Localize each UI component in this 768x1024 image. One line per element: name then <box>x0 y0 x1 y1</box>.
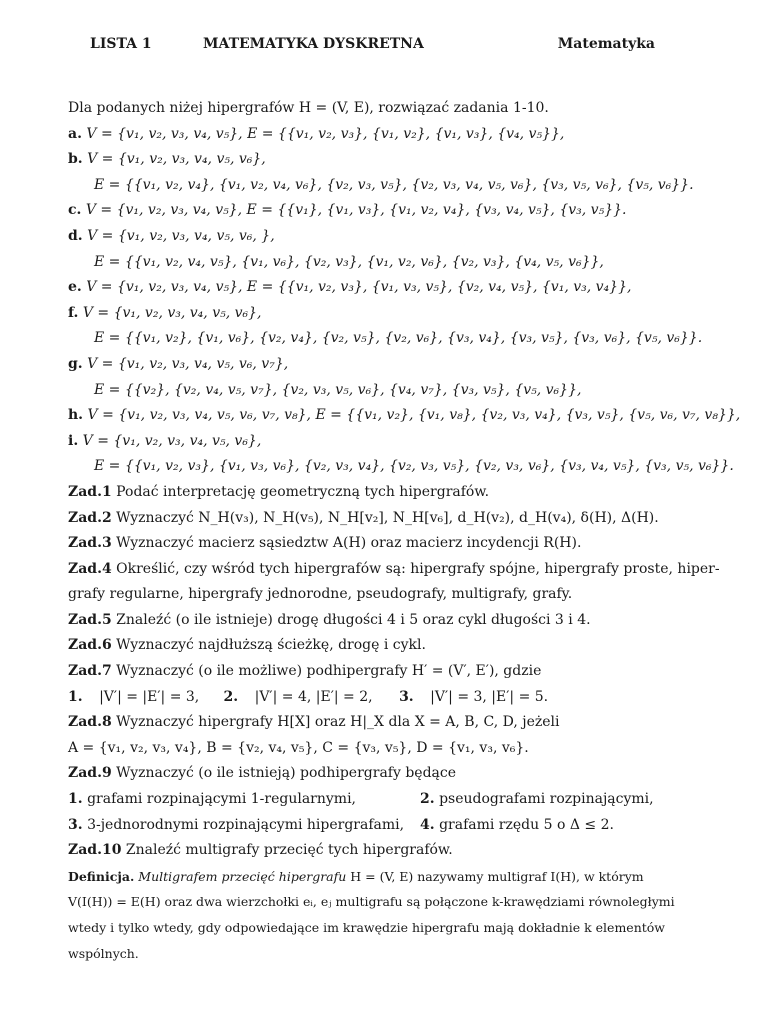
task-9-options-row-2 <box>68 813 668 839</box>
task-text: Podać interpretację geometryczną tych hipergrafów. <box>116 483 490 500</box>
case-label: h. <box>68 407 84 424</box>
case-label: a. <box>68 125 82 142</box>
task-2 <box>68 506 668 532</box>
task-label: Zad.9 <box>68 765 112 782</box>
option-number: 1. <box>68 791 83 808</box>
option-number: 4. <box>420 816 435 833</box>
content <box>68 96 741 966</box>
definition-line-4: wspólnych. <box>68 945 139 961</box>
task-text: Wyznaczyć (o ile możliwe) podhipergrafy H′ = (V′, E′), gdzie <box>116 663 542 680</box>
hypergraph-case <box>68 147 668 173</box>
definition-line-2: V(I(H)) = E(H) oraz dwa wierzchołki eᵢ, eⱼ multigrafu są połączone k-krawędziami równoległymi <box>68 894 675 910</box>
hypergraph-case-continued <box>68 173 694 199</box>
task-8-sets: A = {v₁, v₂, v₃, v₄}, B = {v₂, v₄, v₅}, C = {v₃, v₅}, D = {v₁, v₃, v₆}. <box>68 739 529 756</box>
case-label: d. <box>68 227 83 244</box>
option-number: 2. <box>420 791 435 808</box>
hypergraph-case <box>68 198 668 224</box>
header-subject: Matematyka <box>557 36 655 52</box>
task-10 <box>68 838 668 864</box>
task-9 <box>68 761 668 787</box>
option-number: 3. <box>399 688 414 705</box>
task-7 <box>68 659 668 685</box>
option-text: |V′| = |E′| = 3, <box>99 688 200 705</box>
option-text: pseudografami rozpinającymi, <box>439 791 654 808</box>
intro-text: Dla podanych niżej hipergrafów H = (V, E), rozwiązać zadania 1-10. <box>68 100 549 116</box>
case-definition: E = {{v₁, v₂}, {v₁, v₆}, {v₂, v₄}, {v₂, v₅}, {v₂, v₆}, {v₃, v₄}, {v₃, v₅}, {v₃, v₆}, {v₅, v₆}}. <box>94 330 703 347</box>
hypergraph-case <box>68 275 668 301</box>
option-column-2 <box>420 787 654 813</box>
task-text: Wyznaczyć macierz sąsiedztw A(H) oraz macierz incydencji R(H). <box>116 535 582 552</box>
hypergraph-case <box>68 352 668 378</box>
task-text: Znaleźć (o ile istnieje) drogę długości 4 i 5 oraz cykl długości 3 i 4. <box>116 611 591 628</box>
hypergraph-case <box>68 429 668 455</box>
hypergraph-case-continued <box>68 326 703 352</box>
option-text: 3-jednorodnymi rozpinającymi hipergrafami, <box>87 816 405 833</box>
definition-text: H = (V, E) nazywamy multigraf I(H), w którym <box>350 868 644 884</box>
case-label: c. <box>68 202 82 219</box>
case-definition: V = {v₁, v₂, v₃, v₄, v₅, v₆, v₇, v₈}, E = {{v₁, v₂}, {v₁, v₈}, {v₂, v₃, v₄}, {v₃, v₅}, {v₅, v₆, v₇, v₈}}, <box>87 407 741 424</box>
definition-line-1 <box>68 864 668 890</box>
task-text: Określić, czy wśród tych hipergrafów są: hipergrafy spójne, hipergrafy proste, hiper- <box>116 560 720 577</box>
header-list-number: LISTA 1 <box>90 36 152 52</box>
option-column-2 <box>420 813 614 839</box>
case-definition: V = {v₁, v₂, v₃, v₄, v₅, v₆}, <box>82 432 262 449</box>
case-definition: E = {{v₁, v₂, v₃}, {v₁, v₃, v₆}, {v₂, v₃, v₄}, {v₂, v₃, v₅}, {v₂, v₃, v₆}, {v₃, v₄, v₅}, {v₃, v₅, v₆}}. <box>94 458 734 475</box>
hypergraph-case <box>68 224 668 250</box>
task-text: Wyznaczyć najdłuższą ścieżkę, drogę i cykl. <box>116 637 426 654</box>
task-label: Zad.1 <box>68 483 112 500</box>
option-text: grafami rzędu 5 o Δ ≤ 2. <box>439 816 614 833</box>
hypergraph-case <box>68 403 741 429</box>
case-definition: E = {{v₂}, {v₂, v₄, v₅, v₇}, {v₂, v₃, v₅, v₆}, {v₄, v₇}, {v₃, v₅}, {v₅, v₆}}, <box>94 381 582 398</box>
definition-label: Definicja. <box>68 868 135 884</box>
case-label: f. <box>68 304 79 321</box>
option-text: |V′| = 4, |E′| = 2, <box>254 688 373 705</box>
task-label: Zad.2 <box>68 509 112 526</box>
task-7-options <box>68 685 668 711</box>
case-definition: E = {{v₁, v₂, v₄, v₅}, {v₁, v₆}, {v₂, v₃}, {v₁, v₂, v₆}, {v₂, v₃}, {v₄, v₅, v₆}}, <box>94 253 604 270</box>
task-8 <box>68 710 668 736</box>
task-label: Zad.10 <box>68 842 122 859</box>
task-9-options-row-1 <box>68 787 668 813</box>
option-text: grafami rozpinającymi 1-regularnymi, <box>87 791 356 808</box>
task-3 <box>68 531 668 557</box>
case-label: b. <box>68 151 83 168</box>
hypergraph-case-continued <box>68 378 668 404</box>
case-definition: V = {v₁, v₂, v₃, v₄, v₅}, E = {{v₁}, {v₁, v₃}, {v₁, v₂, v₄}, {v₃, v₄, v₅}, {v₃, v₅}}. <box>85 202 627 219</box>
hypergraph-case <box>68 301 668 327</box>
task-label: Zad.5 <box>68 611 112 628</box>
task-1 <box>68 480 668 506</box>
case-definition: V = {v₁, v₂, v₃, v₄, v₅}, E = {{v₁, v₂, v₃}, {v₁, v₃, v₅}, {v₂, v₄, v₅}, {v₁, v₃, v₄}}, <box>86 279 632 296</box>
option-number: 1. <box>68 688 83 705</box>
hypergraph-case-continued <box>68 454 734 480</box>
task-text: Wyznaczyć (o ile istnieją) podhipergrafy będące <box>116 765 457 782</box>
case-label: e. <box>68 279 82 296</box>
case-definition: E = {{v₁, v₂, v₄}, {v₁, v₂, v₄, v₆}, {v₂, v₃, v₅}, {v₂, v₃, v₄, v₅, v₆}, {v₃, v₅, v₆}, {v₅, v₆}}. <box>94 176 694 193</box>
task-text: Wyznaczyć hipergrafy H[X] oraz H|_X dla X = A, B, C, D, jeżeli <box>116 714 560 731</box>
option-text: |V′| = 3, |E′| = 5. <box>430 688 549 705</box>
task-4-continued: grafy regularne, hipergrafy jednorodne, pseudografy, multigrafy, grafy. <box>68 586 573 603</box>
task-label: Zad.6 <box>68 637 112 654</box>
hypergraph-cases <box>68 122 741 480</box>
case-definition: V = {v₁, v₂, v₃, v₄, v₅, v₆}, <box>87 151 266 168</box>
case-definition: V = {v₁, v₂, v₃, v₄, v₅, v₆}, <box>82 304 262 321</box>
task-text: Wyznaczyć N_H(v₃), N_H(v₅), N_H[v₂], N_H[v₆], d_H(v₂), d_H(v₄), δ(H), Δ(H). <box>116 509 659 526</box>
task-text: Znaleźć multigrafy przecięć tych hipergrafów. <box>125 842 453 859</box>
hypergraph-case <box>68 122 668 148</box>
task-4 <box>68 557 720 583</box>
task-label: Zad.4 <box>68 560 112 577</box>
case-definition: V = {v₁, v₂, v₃, v₄, v₅, v₆, }, <box>87 227 275 244</box>
task-label: Zad.3 <box>68 535 112 552</box>
header-course-title: MATEMATYKA DYSKRETNA <box>203 36 424 52</box>
page-header <box>0 36 768 56</box>
definition-line-3: wtedy i tylko wtedy, gdy odpowiedające im krawędzie hipergrafu mają dokładnie k elementów <box>68 920 666 935</box>
case-definition: V = {v₁, v₂, v₃, v₄, v₅, v₆, v₇}, <box>87 355 289 372</box>
option-number: 2. <box>223 688 239 705</box>
task-label: Zad.8 <box>68 714 112 731</box>
option-number: 3. <box>68 816 83 833</box>
hypergraph-case-continued <box>68 250 668 276</box>
definition-term: Multigrafem przecięć hipergrafu <box>138 868 347 884</box>
task-5 <box>68 608 668 634</box>
task-6 <box>68 633 668 659</box>
case-label: i. <box>68 432 79 449</box>
task-label: Zad.7 <box>68 663 112 680</box>
case-definition: V = {v₁, v₂, v₃, v₄, v₅}, E = {{v₁, v₂, v₃}, {v₁, v₂}, {v₁, v₃}, {v₄, v₅}}, <box>86 125 565 142</box>
case-label: g. <box>68 355 83 372</box>
